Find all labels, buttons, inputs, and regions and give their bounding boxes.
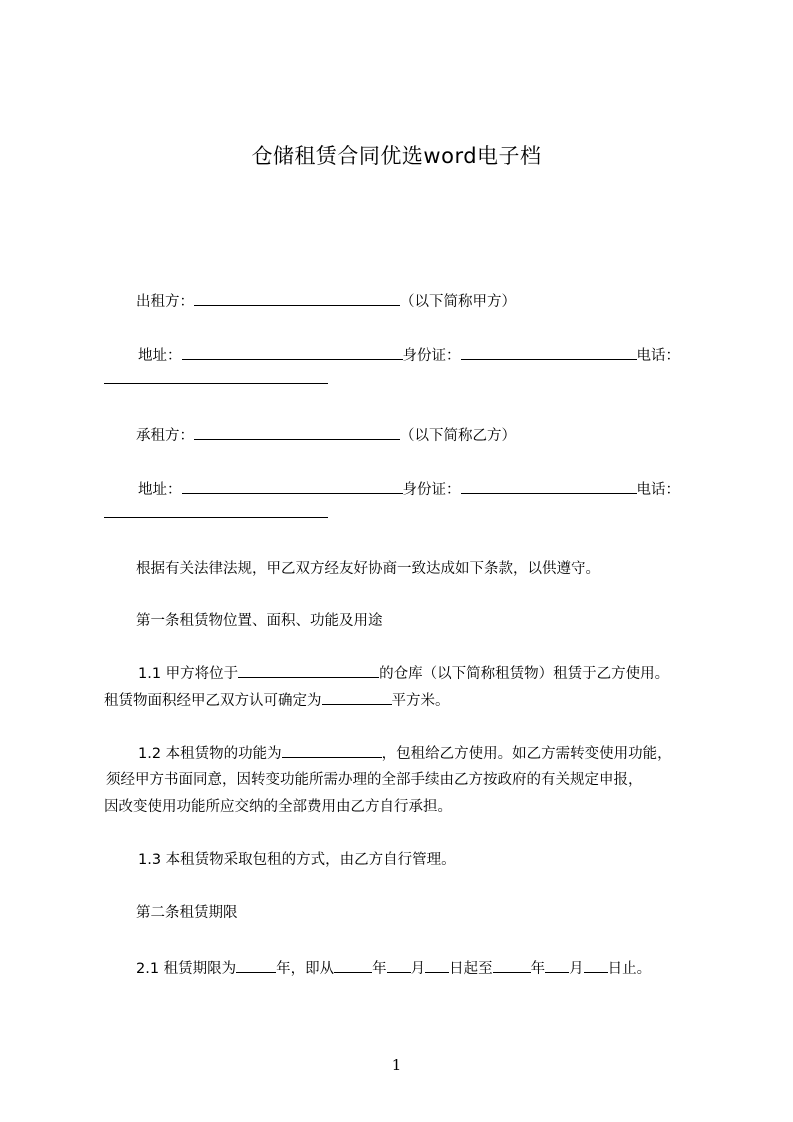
clause-2-1 <box>136 958 746 979</box>
clause-1-1-line1 <box>138 663 748 684</box>
end-year-blank <box>493 958 531 973</box>
clause-1-2-line2: 须经甲方书面同意，因转变功能所需办理的全部手续由乙方按政府的有关规定申报， <box>106 772 643 788</box>
lessee-phone-line <box>104 503 714 524</box>
lessor-phone-line <box>104 369 714 390</box>
lessor-address-label: 地址： <box>138 348 182 364</box>
article1-heading: 第一条租赁物位置、面积、功能及用途 <box>136 613 383 629</box>
end-month-blank <box>545 958 569 973</box>
lessor-line <box>136 291 746 312</box>
lessee-suffix: （以下简称乙方） <box>400 428 516 444</box>
location-blank <box>238 663 379 678</box>
area-blank <box>322 690 392 705</box>
start-month-blank <box>387 958 411 973</box>
lessee-id-blank <box>461 479 637 494</box>
clause-1-1-text-d: 平方米。 <box>391 693 450 709</box>
clause-1-1-text-b: 的仓库（以下简称租赁物）租赁于乙方使用。 <box>379 666 670 682</box>
lessee-address-line <box>138 479 748 500</box>
lessee-id-label: 身份证： <box>402 482 461 498</box>
term-years-blank <box>236 958 276 973</box>
end-day-blank <box>584 958 608 973</box>
lessor-address-blank <box>182 345 403 360</box>
lessor-phone-blank <box>104 369 328 384</box>
start-year-blank <box>334 958 372 973</box>
intro-paragraph: 根据有关法律法规，甲乙双方经友好协商一致达成如下条款，以供遵守。 <box>136 561 600 577</box>
article2-heading: 第二条租赁期限 <box>136 905 238 921</box>
page-number: 1 <box>391 1056 402 1074</box>
lessor-id-label: 身份证： <box>402 348 461 364</box>
clause-1-2-text-b: ，包租给乙方使用。如乙方需转变使用功能， <box>381 746 672 762</box>
clause-2-1-text-a: 2.1 租赁期限为 <box>136 961 237 977</box>
clause-1-2-line1 <box>138 743 748 764</box>
clause-1-2-text-a: 1.2 本租赁物的功能为 <box>138 746 282 762</box>
lessor-phone-label: 电话： <box>636 348 680 364</box>
lessor-suffix: （以下简称甲方） <box>400 294 516 310</box>
clause-1-2-line3: 因改变使用功能所应交纳的全部费用由乙方自行承担。 <box>104 799 452 815</box>
clause-1-1-text-a: 1.1 甲方将位于 <box>138 666 239 682</box>
function-blank <box>282 743 382 758</box>
lessee-name-blank <box>194 425 400 440</box>
clause-1-3: 1.3 本租赁物采取包租的方式，由乙方自行管理。 <box>138 852 456 868</box>
lessor-id-blank <box>461 345 637 360</box>
clause-2-1-text-d: 月 <box>410 961 426 977</box>
lessor-name-blank <box>194 291 400 306</box>
document-title: 仓储租赁合同优选word电子档 <box>251 144 542 168</box>
clause-2-1-text-e: 日起至 <box>449 961 493 977</box>
lessee-line <box>136 425 746 446</box>
lessee-address-label: 地址： <box>138 482 182 498</box>
clause-1-1-text-c: 租赁物面积经甲乙双方认可确定为 <box>104 693 322 709</box>
clause-2-1-text-c: 年 <box>372 961 387 977</box>
clause-1-1-line2 <box>104 690 714 711</box>
lessee-address-blank <box>182 479 403 494</box>
clause-2-1-text-h: 日止。 <box>607 961 652 977</box>
lessee-phone-label: 电话： <box>636 482 680 498</box>
lessee-label: 承租方： <box>136 428 194 444</box>
lessee-phone-blank <box>104 503 328 518</box>
lessor-address-line <box>138 345 748 366</box>
clause-2-1-text-b: 年，即从 <box>276 961 335 977</box>
clause-2-1-text-g: 月 <box>569 961 584 977</box>
lessor-label: 出租方： <box>136 294 194 310</box>
clause-2-1-text-f: 年 <box>530 961 546 977</box>
start-day-blank <box>425 958 449 973</box>
